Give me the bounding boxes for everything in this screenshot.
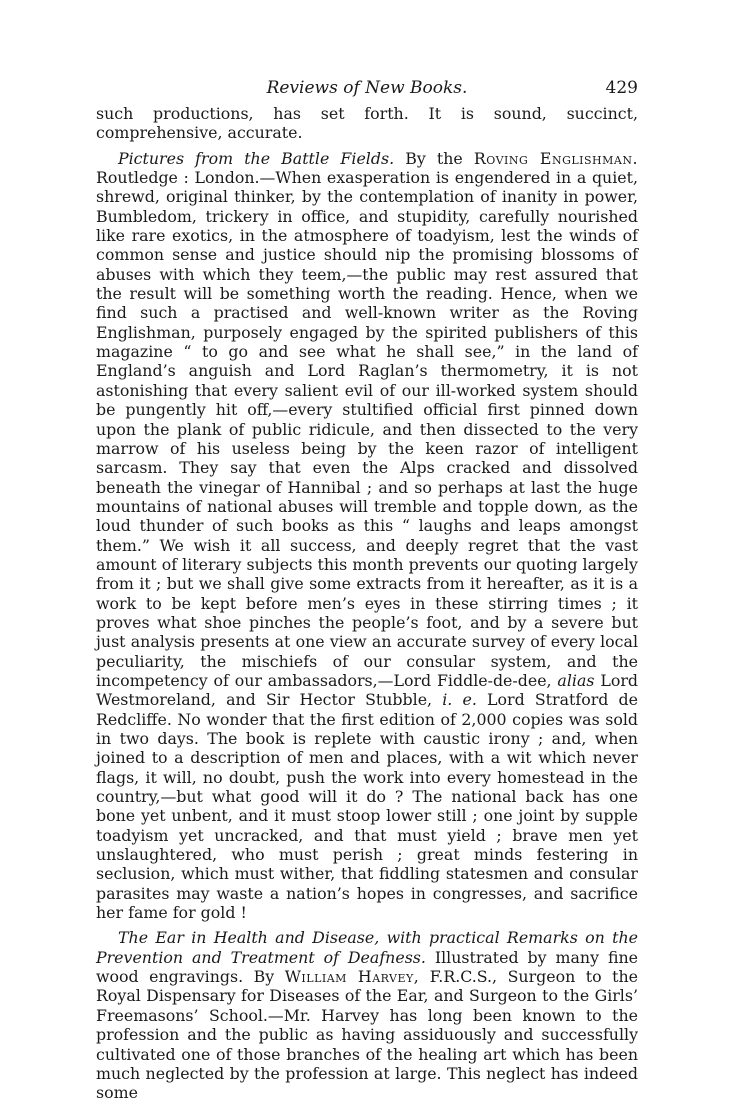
page-number: 429 [605,78,638,98]
review-text: Routledge : London.—When exasperation is engendered in a quiet, shrewd, original thinker, by the contemplation of inanity in power, Bumbledom, trickery in office, and stupidity, carefully nourished like rare exotics, in the atmosphere of toadyism, lest the winds of common sense and justice should nip the promising blossoms of abuses with which they teem,—the public may rest assured that the result will be something worth the reading. Hence, when we find such a practised and well-known writer as the Roving Englishman, purposely engaged by the spirited publishers of this magazine “ to go and see what he shall see,” in the land of England’s anguish and Lord Raglan’s thermometry, it is not astonishing that every salient evil of our ill-worked system should be pungently hit off,—every stultified official first pinned down upon the plank of public ridicule, and then dissected to the very marrow of his useless being by the keen razor of intelligent sarcasm. They say that even the Alps cracked and dissolved beneath the vinegar of Hannibal ; and so perhaps at last the huge mountains of national abuses will tremble and topple down, as the loud thunder of such books as this “ laughs and leaps amongst them.” We wish it all success, and deeply regret that the vast amount of literary subjects this month prevents our quoting largely from it ; but we shall give some extracts from it hereafter, as it is a work to be kept before men’s eyes in these stirring times ; it proves what shoe pinches the people’s foot, and by a severe but just analysis presents at one view an accurate survey of every local peculiarity, the mischiefs of our consular system, and the incompetency of our ambassadors,—Lord Fiddle-de-dee, [96,168,638,690]
author-name: William Harvey, [284,967,420,987]
review-text: Illustrated by many fine wood engravings. By [96,947,638,987]
running-title: Reviews of New Books. [266,78,468,98]
byline-text: By the [394,148,474,168]
review-text-2: Lord Westmoreland, and Sir Hector Stubble, [96,670,638,710]
review-text-3: Lord Stratford de Redcliffe. No wonder that the first edition of 2,000 copies was sold in two days. The book is replete with caustic irony ; and, when joined to a description of men and places, with a wit which never flags, it will, no doubt, push the work into every homestead in the country,—but what good will it do ? The national back has one bone yet unbent, and it must stoop lower still ; one joint by supple toadyism yet uncracked, and that must yield ; brave men yet unslaughtered, who must perish ; great minds festering in seclusion, which must wither, that fiddling statesmen and consular parasites may waste a nation’s hopes in congresses, and sacrifice her fame for gold ! [96,690,638,923]
review-paragraph-ear [96,928,638,1102]
book-title: The Ear in Health and Disease, with practical Remarks on the Prevention and Treatment of Deafness. [96,928,638,967]
book-page [96,78,638,1103]
ie-abbreviation: i. e. [442,690,477,710]
paragraph-text: such productions, has set forth. It is sound, succinct, comprehensive, accurate. [96,104,638,143]
running-header [96,78,638,104]
author-name: Roving Englishman. [473,148,638,168]
alias-word: alias [557,670,595,690]
body-text [96,104,638,1103]
review-paragraph-battle-fields [96,149,638,923]
review-text-2: F.R.C.S., Surgeon to the Royal Dispensary for Diseases of the Ear, and Surgeon to the Girls’ Freemasons’ School.—Mr. Harvey has long been known to the profession and the public as having assiduously and successfully cultivated one of those branches of the healing art which has been much neglected by the profession at large. This neglect has indeed some [96,967,638,1103]
book-title: Pictures from the Battle Fields. [118,148,395,168]
paragraph-continued [96,104,638,143]
